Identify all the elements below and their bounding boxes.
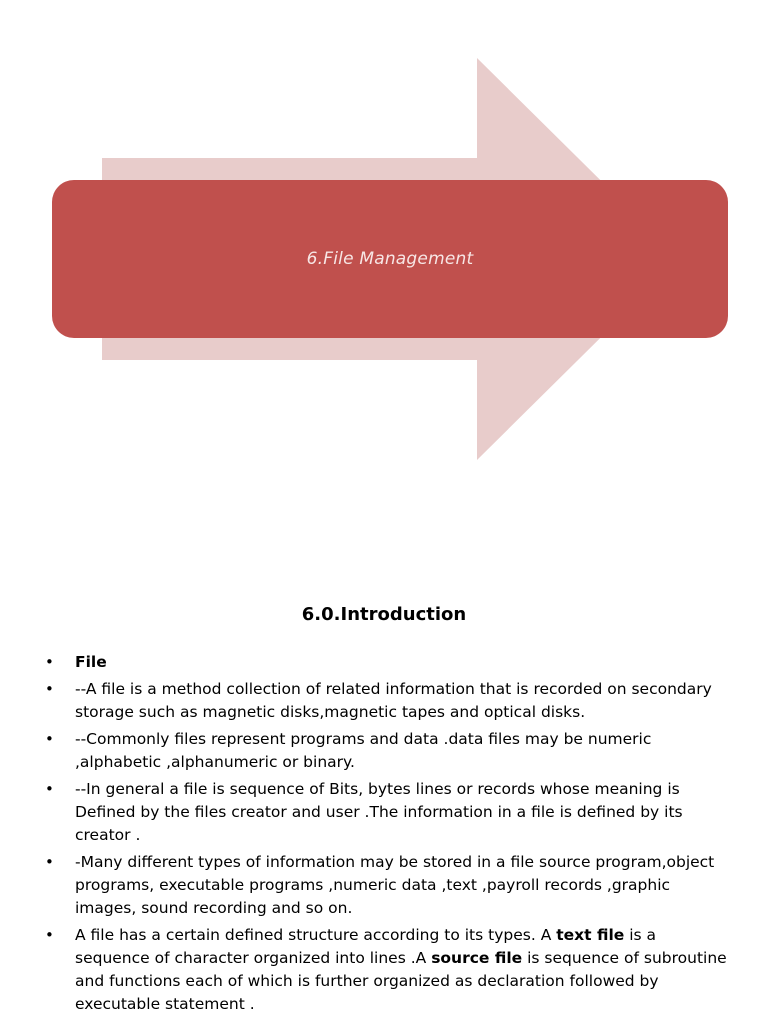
list-item-text: --A file is a method collection of related information that is recorded on secondary storage such as magnetic disks,magnetic tapes and optical disks.	[75, 680, 712, 721]
list-item	[45, 728, 735, 774]
list-item-text: -Many different types of information may be stored in a file source program,object programs, executable programs ,numeric data ,text ,payroll records ,graphic images, sound recording and so on.	[75, 853, 715, 917]
list-item	[45, 651, 735, 674]
bullet-icon: •	[45, 653, 54, 671]
list-item	[45, 924, 735, 1016]
banner-title: 6.File Management	[306, 249, 474, 269]
title-banner	[52, 180, 728, 338]
bullet-icon: •	[45, 853, 54, 871]
list-item	[45, 851, 735, 920]
list-item-text-part: is a sequence of character organized into lines .A	[75, 926, 657, 967]
list-item	[45, 778, 735, 847]
list-item-text: File	[75, 653, 107, 671]
source-file-term: source file	[431, 949, 523, 967]
bullet-icon: •	[45, 780, 54, 798]
bullet-icon: •	[45, 926, 54, 944]
list-item-text: --Commonly files represent programs and data .data files may be numeric ,alphabetic ,alphanumeric or binary.	[75, 730, 652, 771]
text-file-term: text file	[556, 926, 625, 944]
section-heading: 6.0.Introduction	[301, 604, 467, 625]
list-item-text-part: is sequence of subroutine and functions each of which is further organized as declaration followed by executable statement .	[75, 949, 727, 1013]
list-item-text: --In general a file is sequence of Bits, bytes lines or records whose meaning is Defined by the files creator and user .The information in a file is defined by its creator .	[75, 780, 683, 844]
bullet-icon: •	[45, 730, 54, 748]
bullet-icon: •	[45, 680, 54, 698]
list-item	[45, 678, 735, 724]
list-item-text-part: A file has a certain defined structure according to its types. A	[75, 926, 557, 944]
bullet-list	[45, 651, 735, 1020]
